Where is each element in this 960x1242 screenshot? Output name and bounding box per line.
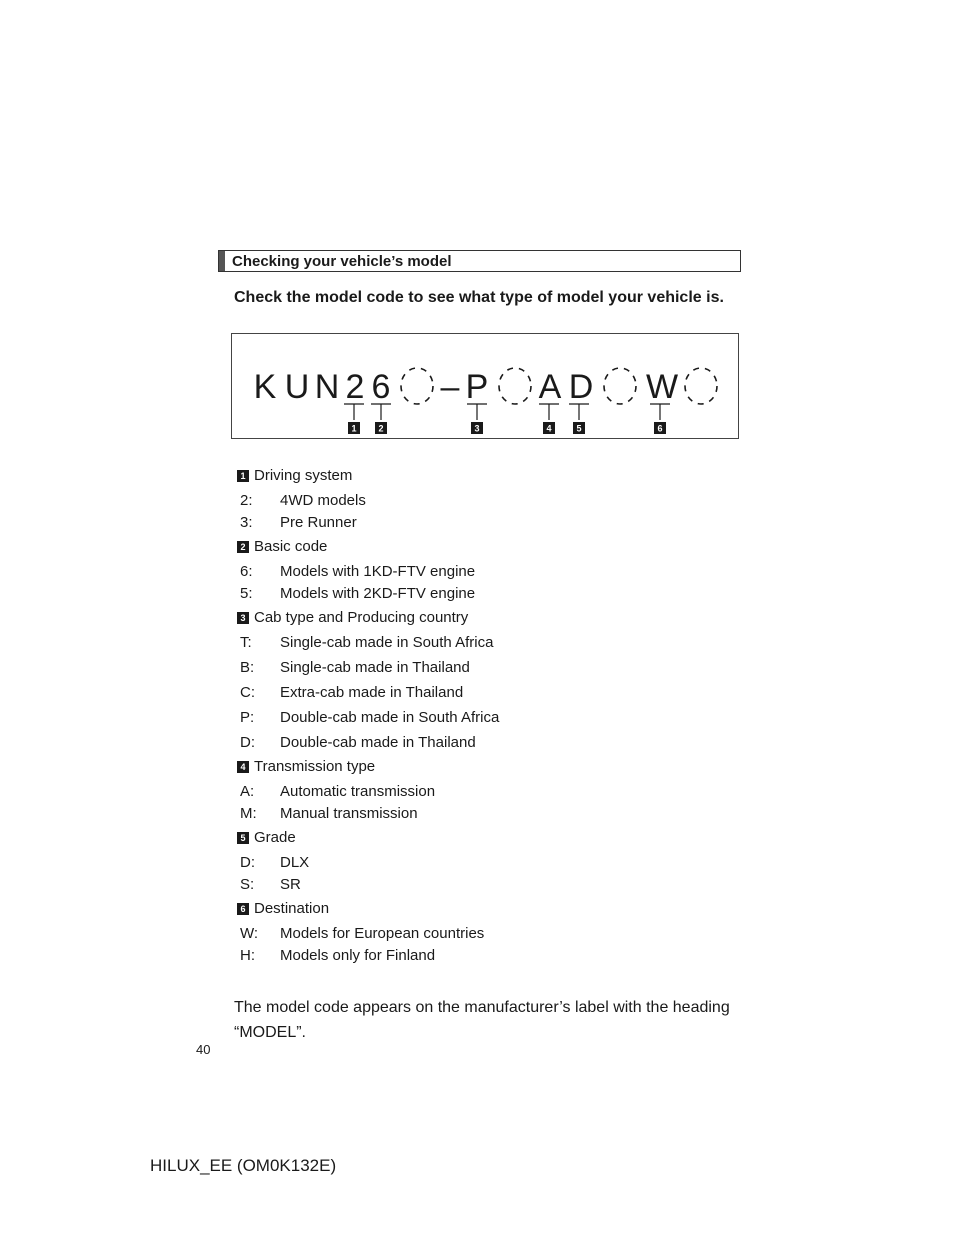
option-key: C: — [240, 684, 255, 701]
placeholder-circle — [499, 368, 531, 404]
legend-option — [237, 732, 747, 757]
marker-label: 3 — [474, 423, 480, 434]
option-key: 5: — [240, 585, 253, 602]
legend-option — [237, 803, 747, 825]
legend-number-badge: 6 — [237, 903, 249, 915]
option-value: 4WD models — [280, 492, 366, 509]
code-char: N — [314, 368, 340, 406]
option-value: Automatic transmission — [280, 783, 436, 800]
legend-option — [237, 874, 747, 896]
code-char: P — [465, 368, 489, 406]
legend-item-label: Basic code — [254, 538, 328, 555]
model-code-svg — [232, 334, 740, 440]
marker-label: 5 — [576, 423, 582, 434]
legend-option — [237, 682, 747, 707]
option-value: Single-cab made in South Africa — [280, 634, 494, 651]
legend-item-basic-code — [237, 537, 747, 561]
document-id: HILUX_EE (OM0K132E) — [150, 1156, 337, 1175]
code-legend-list — [237, 466, 747, 967]
option-value: SR — [280, 876, 301, 893]
legend-option — [237, 707, 747, 732]
legend-option — [237, 781, 747, 803]
legend-item-label: Driving system — [254, 467, 353, 484]
option-key: 2: — [240, 492, 253, 509]
legend-option — [237, 512, 747, 534]
option-key: S: — [240, 876, 255, 893]
option-key: A: — [240, 783, 255, 800]
legend-option — [237, 583, 747, 605]
option-value: Extra-cab made in Thailand — [280, 684, 464, 701]
intro-text: Check the model code to see what type of model your vehicle is. — [234, 289, 724, 306]
option-key: B: — [240, 659, 255, 676]
legend-option — [237, 852, 747, 874]
marker-label: 1 — [351, 423, 357, 434]
legend-option — [237, 561, 747, 583]
option-key: W: — [240, 925, 259, 942]
option-key: D: — [240, 734, 255, 751]
model-label-note: The model code appears on the manufacturer’s label with the heading “MODEL”. — [234, 999, 730, 1041]
page-number: 40 — [196, 1042, 211, 1057]
section-title: Checking your vehicle’s model — [232, 253, 452, 270]
code-char: – — [440, 368, 460, 406]
legend-option — [237, 632, 747, 657]
code-char: 2 — [345, 368, 365, 406]
legend-number-badge: 3 — [237, 612, 249, 624]
legend-option — [237, 657, 747, 682]
option-value: Manual transmission — [280, 805, 418, 822]
legend-item-destination — [237, 899, 747, 923]
option-key: D: — [240, 854, 255, 871]
legend-number-badge: 1 — [237, 470, 249, 482]
placeholder-circle — [604, 368, 636, 404]
marker-label: 4 — [546, 423, 552, 434]
code-char: D — [568, 368, 594, 406]
legend-number-badge: 5 — [237, 832, 249, 844]
legend-item-label: Cab type and Producing country — [254, 609, 469, 626]
option-value: Pre Runner — [280, 514, 357, 531]
legend-item-transmission — [237, 757, 747, 781]
legend-option — [237, 923, 747, 945]
placeholder-circle — [685, 368, 717, 404]
option-value: Models with 1KD-FTV engine — [280, 563, 476, 580]
option-value: Double-cab made in Thailand — [280, 734, 476, 751]
legend-number-badge: 4 — [237, 761, 249, 773]
option-key: 3: — [240, 514, 253, 531]
option-key: M: — [240, 805, 257, 822]
legend-item-driving-system — [237, 466, 747, 490]
code-char: W — [645, 368, 679, 406]
model-code-diagram — [231, 333, 739, 439]
marker-label: 2 — [378, 423, 384, 434]
option-value: Single-cab made in Thailand — [280, 659, 470, 676]
option-value: Models with 2KD-FTV engine — [280, 585, 476, 602]
legend-item-label: Grade — [254, 829, 296, 846]
section-header — [218, 250, 741, 272]
section-header-bar — [219, 251, 225, 271]
legend-item-label: Transmission type — [254, 758, 376, 775]
option-value: Models only for Finland — [280, 947, 436, 964]
code-char: 6 — [371, 368, 391, 406]
code-char: A — [538, 368, 562, 406]
option-key: H: — [240, 947, 255, 964]
legend-item-cab-type — [237, 608, 747, 632]
legend-number-badge: 2 — [237, 541, 249, 553]
placeholder-circle — [401, 368, 433, 404]
legend-item-label: Destination — [254, 900, 330, 917]
legend-item-grade — [237, 828, 747, 852]
option-value: DLX — [280, 854, 310, 871]
option-value: Double-cab made in South Africa — [280, 709, 500, 726]
option-key: P: — [240, 709, 255, 726]
legend-option — [237, 945, 747, 967]
option-key: T: — [240, 634, 252, 651]
legend-option — [237, 490, 747, 512]
code-char: K — [253, 368, 277, 406]
code-char: U — [284, 368, 310, 406]
option-value: Models for European countries — [280, 925, 485, 942]
option-key: 6: — [240, 563, 253, 580]
marker-label: 6 — [657, 423, 663, 434]
